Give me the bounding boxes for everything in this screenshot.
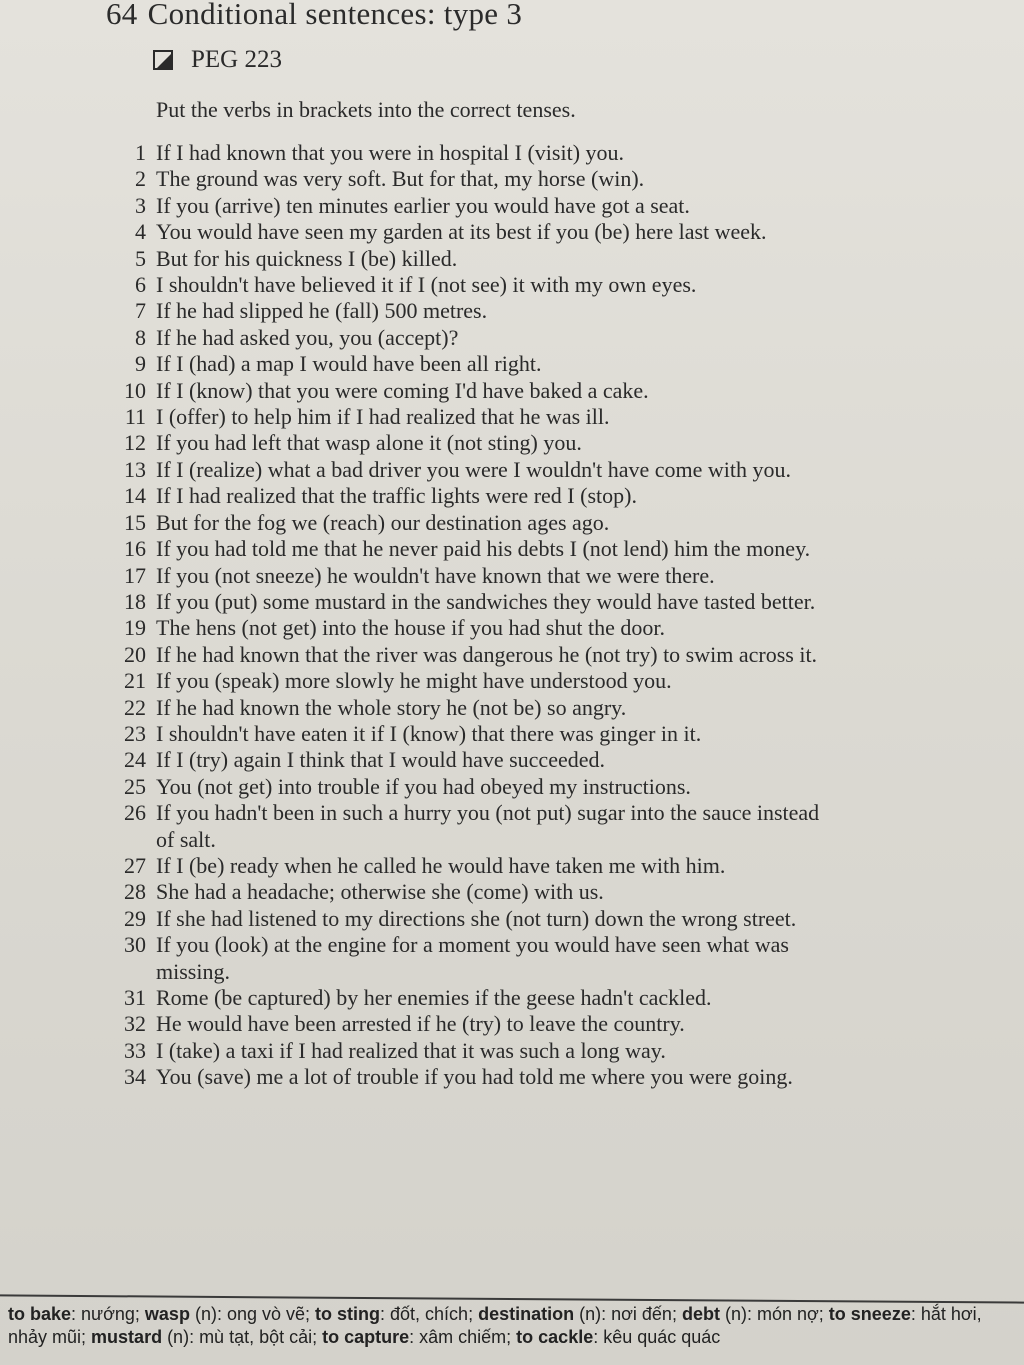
item-text: If he had asked you, you (accept)?: [156, 324, 459, 350]
exercise-item: [100, 246, 870, 272]
grammar-reference: [153, 46, 282, 74]
exercise-number: 64: [106, 0, 138, 31]
exercise-item: [100, 1011, 870, 1037]
glossary-term: to sneeze: [828, 1304, 911, 1324]
exercise-item: [100, 272, 870, 298]
glossary-meaning: : xâm chiếm;: [409, 1327, 517, 1347]
exercise-item: [100, 1038, 870, 1064]
glossary-term: to capture: [322, 1327, 410, 1347]
item-text: If you had left that wasp alone it (not sting) you.: [156, 430, 582, 456]
exercise-item: [100, 298, 870, 324]
glossary-meaning: : hắt hơi, nhảy mũi;: [8, 1304, 982, 1347]
exercise-item: [100, 510, 870, 536]
item-text: I (offer) to help him if I had realized that he was ill.: [156, 404, 610, 430]
item-number: 33: [124, 1037, 146, 1063]
glossary-meaning: : kêu quác quác: [593, 1327, 721, 1347]
item-number: 2: [135, 166, 146, 192]
item-text: If he had slipped he (fall) 500 metres.: [156, 298, 488, 324]
glossary-meaning: : đốt, chích;: [380, 1304, 479, 1324]
item-text: He would have been arrested if he (try) to leave the country.: [156, 1011, 685, 1037]
item-number: 30: [124, 932, 146, 958]
item-number: 10: [124, 377, 146, 403]
exercise-item: [100, 879, 870, 905]
item-text: If you (not sneeze) he wouldn't have known that we were there.: [156, 562, 715, 588]
item-number: 8: [135, 324, 146, 350]
item-text: If I (realize) what a bad driver you were I wouldn't have come with you.: [156, 456, 791, 482]
item-number: 1: [135, 140, 146, 165]
glossary-meaning: (n): món nợ;: [719, 1304, 829, 1324]
item-number: 21: [124, 668, 146, 694]
exercise-item: [100, 536, 870, 562]
exercise-item: [100, 906, 870, 932]
exercise-item: [100, 1064, 870, 1090]
item-number: 34: [124, 1064, 146, 1090]
exercise-item: [100, 589, 870, 615]
item-text: If I (know) that you were coming I'd have baked a cake.: [156, 377, 649, 403]
exercise-item: [100, 325, 870, 351]
item-number: 27: [124, 852, 146, 878]
item-text: If I (be) ready when he called he would have taken me with him.: [156, 852, 726, 878]
exercise-instruction: Put the verbs in brackets into the correct tenses.: [156, 97, 576, 122]
item-text: If you (speak) more slowly he might have understood you.: [156, 668, 672, 694]
exercise-item: [100, 404, 870, 430]
exercise-heading: [106, 0, 522, 32]
exercise-item: [100, 166, 870, 192]
item-number: 31: [124, 985, 146, 1010]
item-text: If I had realized that the traffic lights were red I (stop).: [156, 483, 637, 509]
item-number: 3: [135, 192, 146, 218]
exercise-item: [100, 774, 870, 800]
item-text: If you (put) some mustard in the sandwiches they would have tasted better.: [156, 588, 816, 614]
item-number: 23: [124, 720, 146, 746]
glossary-term: to cackle: [516, 1327, 594, 1347]
item-text: You (save) me a lot of trouble if you had told me where you were going.: [156, 1064, 793, 1090]
glossary-meaning: (n): mù tạt, bột cải;: [162, 1327, 323, 1347]
item-text: The hens (not get) into the house if you had shut the door.: [156, 615, 665, 641]
item-number: 6: [135, 272, 146, 298]
item-number: 22: [124, 694, 146, 720]
exercise-item: [100, 378, 870, 404]
item-text: But for his quickness I (be) killed.: [156, 245, 458, 271]
vocabulary-glossary: [8, 1303, 1008, 1365]
glossary-term: to bake: [8, 1304, 72, 1324]
item-text: She had a headache; otherwise she (come) with us.: [156, 879, 604, 905]
exercise-title: Conditional sentences: type 3: [147, 0, 523, 31]
exercise-item: [100, 193, 870, 219]
reference-icon: [153, 50, 173, 70]
exercise-item: [100, 219, 870, 245]
glossary-term: debt: [681, 1304, 720, 1324]
item-text: If you had told me that he never paid his debts I (not lend) him the money.: [156, 536, 811, 562]
item-number: 9: [135, 351, 146, 377]
item-text: If you hadn't been in such a hurry you (not put) sugar into the sauce instead of salt.: [156, 800, 820, 852]
item-text: If I (had) a map I would have been all right.: [156, 351, 542, 377]
exercise-item: [100, 140, 870, 166]
item-number: 15: [124, 509, 146, 535]
item-number: 4: [135, 219, 146, 245]
item-number: 26: [124, 800, 146, 826]
item-text: You (not get) into trouble if you had obeyed my instructions.: [156, 773, 691, 799]
item-number: 17: [124, 562, 146, 588]
item-number: 25: [124, 773, 146, 799]
glossary-term: wasp: [144, 1304, 190, 1324]
exercise-item: [100, 483, 870, 509]
item-text: I shouldn't have believed it if I (not see) it with my own eyes.: [156, 272, 697, 298]
item-number: 11: [124, 404, 146, 430]
item-number: 13: [124, 456, 146, 482]
exercise-item: [100, 668, 870, 694]
item-number: 28: [124, 879, 146, 905]
item-number: 16: [124, 536, 146, 562]
item-number: 20: [124, 641, 146, 667]
exercise-item: [100, 721, 870, 747]
item-text: If he had known the whole story he (not be) so angry.: [156, 694, 627, 720]
glossary-term: mustard: [91, 1327, 163, 1347]
item-text: I shouldn't have eaten it if I (know) that there was ginger in it.: [156, 720, 702, 746]
item-text: If you (look) at the engine for a moment you would have seen what was missing.: [156, 932, 789, 984]
item-text: I (take) a taxi if I had realized that it was such a long way.: [156, 1037, 666, 1063]
exercise-item: [100, 351, 870, 377]
glossary-meaning: : nướng;: [71, 1304, 145, 1324]
item-number: 12: [124, 430, 146, 456]
item-number: 29: [124, 905, 146, 931]
item-number: 32: [124, 1011, 146, 1037]
exercise-item: [100, 800, 870, 853]
exercise-item: [100, 642, 870, 668]
reference-label: PEG 223: [191, 46, 282, 73]
item-text: If you (arrive) ten minutes earlier you would have got a seat.: [156, 192, 690, 218]
item-text: If I had known that you were in hospital I (visit) you.: [156, 140, 625, 165]
item-text: If I (try) again I think that I would have succeeded.: [156, 747, 605, 773]
item-text: The ground was very soft. But for that, my horse (win).: [156, 166, 645, 192]
glossary-term: destination: [478, 1304, 575, 1324]
exercise-item: [100, 932, 870, 985]
exercise-item: [100, 563, 870, 589]
item-text: But for the fog we (reach) our destination ages ago.: [156, 509, 610, 535]
glossary-meaning: (n): ong vò vẽ;: [189, 1304, 316, 1324]
exercise-item: [100, 853, 870, 879]
item-number: 18: [124, 588, 146, 614]
item-text: You would have seen my garden at its best if you (be) here last week.: [156, 219, 767, 245]
exercise-item: [100, 985, 870, 1011]
item-number: 14: [124, 483, 146, 509]
exercise-item: [100, 695, 870, 721]
item-text: Rome (be captured) by her enemies if the geese hadn't cackled.: [156, 985, 712, 1010]
exercise-item: [100, 457, 870, 483]
item-text: If he had known that the river was dangerous he (not try) to swim across it.: [156, 641, 818, 667]
exercise-item: [100, 430, 870, 456]
exercise-item: [100, 615, 870, 641]
glossary-meaning: (n): nơi đến;: [574, 1304, 682, 1324]
item-number: 19: [124, 615, 146, 641]
item-number: 24: [124, 747, 146, 773]
item-text: If she had listened to my directions she (not turn) down the wrong street.: [156, 905, 797, 931]
glossary-term: to sting: [315, 1304, 381, 1324]
exercise-item: [100, 747, 870, 773]
item-number: 7: [135, 298, 146, 324]
item-number: 5: [135, 245, 146, 271]
exercise-list: [100, 140, 870, 1091]
